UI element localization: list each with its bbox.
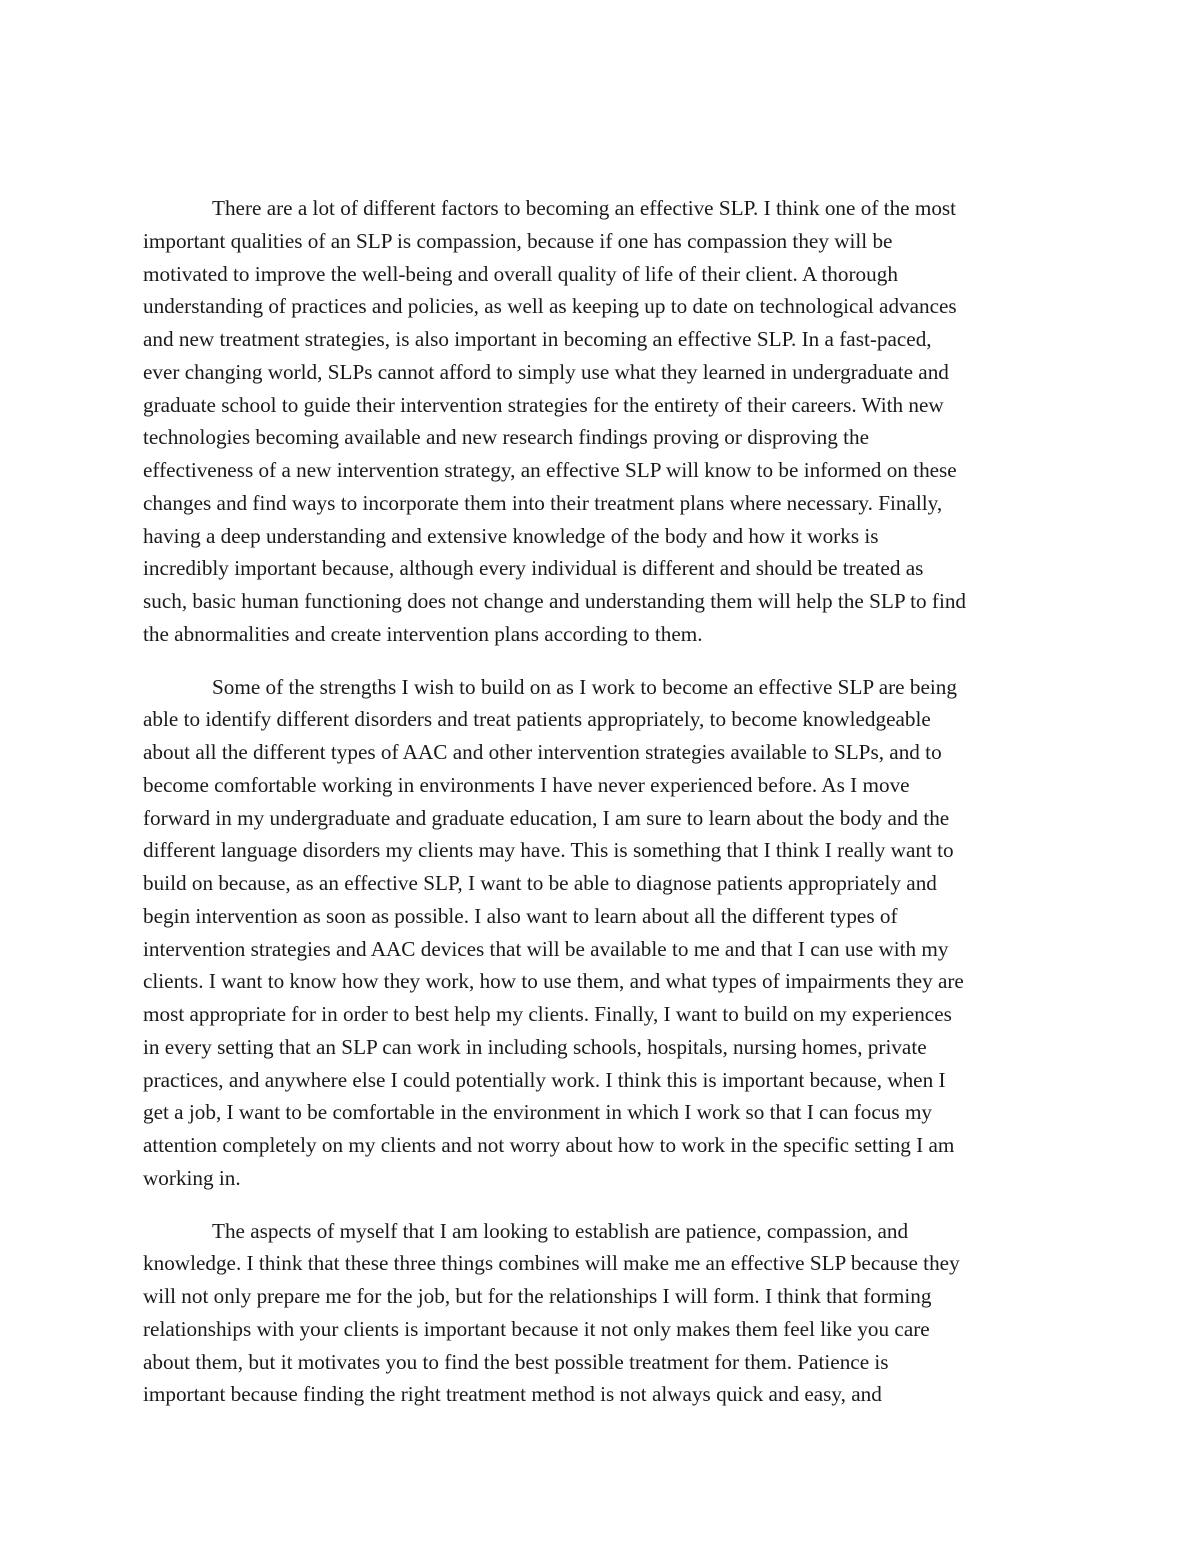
text-line: The aspects of myself that I am looking to establish are patience, compassion, and — [212, 1218, 909, 1243]
text-line: about them, but it motivates you to find the best possible treatment for them. Patience is — [143, 1349, 889, 1374]
text-line: most appropriate for in order to best help my clients. Finally, I want to build on my experiences — [143, 1002, 952, 1026]
text-line: different language disorders my clients may have. This is something that I think I really want to — [143, 838, 954, 863]
text-line: There are a lot of different factors to becoming an effective SLP. I think one of the most — [212, 196, 957, 220]
text-line: become comfortable working in environments I have never experienced before. As I move — [143, 772, 910, 797]
text-line: begin intervention as soon as possible. I also want to learn about all the different types of — [143, 903, 898, 928]
text-line: such, basic human functioning does not change and understanding them will help the SLP to find — [143, 589, 967, 613]
text-line: technologies becoming available and new research findings proving or disproving the — [143, 425, 870, 450]
document-body — [143, 192, 1060, 1431]
text-line: get a job, I want to be comfortable in the environment in which I work so that I can focus my — [143, 1100, 933, 1125]
text-line: graduate school to guide their intervention strategies for the entirety of their careers. With new — [143, 392, 944, 417]
text-line: practices, and anywhere else I could potentially work. I think this is important because, when I — [143, 1067, 946, 1092]
text-line: able to identify different disorders and treat patients appropriately, to become knowledgeable — [143, 707, 931, 732]
text-line: having a deep understanding and extensive knowledge of the body and how it works is — [143, 523, 879, 548]
text-line: working in. — [143, 1165, 241, 1190]
text-line: knowledge. I think that these three things combines will make me an effective SLP because they — [143, 1251, 960, 1276]
text-line: about all the different types of AAC and other intervention strategies available to SLPs, and to — [143, 740, 942, 764]
text-line: important because finding the right treatment method is not always quick and easy, and — [143, 1382, 882, 1407]
text-line: important qualities of an SLP is compassion, because if one has compassion they will be — [143, 228, 893, 253]
text-line: forward in my undergraduate and graduate education, I am sure to learn about the body and the — [143, 805, 950, 830]
text-line: the abnormalities and create intervention plans according to them. — [143, 621, 703, 646]
text-line: in every setting that an SLP can work in including schools, hospitals, nursing homes, private — [143, 1034, 927, 1059]
paragraph-strengths — [143, 671, 1060, 1195]
text-line: incredibly important because, although every individual is different and should be treated as — [143, 556, 924, 581]
paragraph-aspects — [143, 1215, 1060, 1412]
text-line: attention completely on my clients and not worry about how to work in the specific setting I am — [143, 1133, 955, 1157]
text-line: clients. I want to know how they work, how to use them, and what types of impairments they are — [143, 969, 964, 994]
text-line: changes and find ways to incorporate them into their treatment plans where necessary. Finally, — [143, 490, 943, 515]
text-line: build on because, as an effective SLP, I want to be able to diagnose patients appropriately and — [143, 871, 937, 895]
text-line: ever changing world, SLPs cannot afford to simply use what they learned in undergraduate and — [143, 359, 949, 384]
text-line: will not only prepare me for the job, but for the relationships I will form. I think that forming — [143, 1284, 932, 1308]
text-line: and new treatment strategies, is also important in becoming an effective SLP. In a fast-paced, — [143, 327, 932, 351]
text-line: Some of the strengths I wish to build on as I work to become an effective SLP are being — [212, 674, 957, 699]
text-line: relationships with your clients is important because it not only makes them feel like you care — [143, 1316, 930, 1341]
paragraph-effective-slp-factors — [143, 192, 1060, 651]
text-line: understanding of practices and policies, as well as keeping up to date on technological advances — [143, 294, 957, 319]
text-line: effectiveness of a new intervention strategy, an effective SLP will know to be informed on these — [143, 458, 957, 482]
text-line: motivated to improve the well-being and overall quality of life of their client. A thorough — [143, 261, 898, 286]
text-line: intervention strategies and AAC devices that will be available to me and that I can use with my — [143, 936, 949, 961]
